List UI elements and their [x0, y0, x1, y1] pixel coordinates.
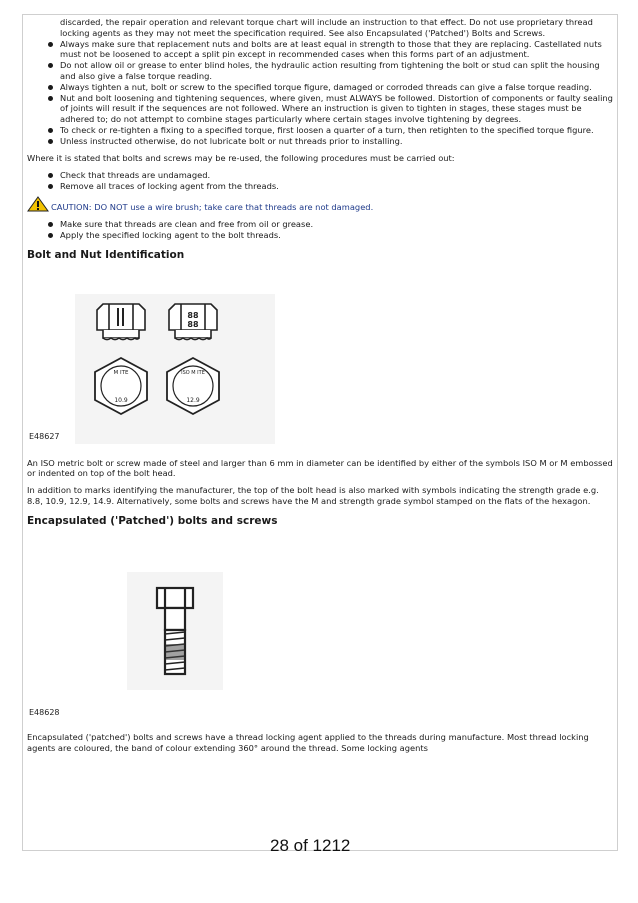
- page-content: [27, 17, 613, 753]
- bullet-list-after: [27, 219, 613, 241]
- document-page: [22, 14, 618, 851]
- figure-encapsulated-bolt: [27, 528, 613, 726]
- list-item: Do not allow oil or grease to enter blind holes, the hydraulic action resulting from tightening the bolt or stud can split the housing and also give a false torque reading.: [27, 60, 613, 82]
- hex-grade-text: 12.9: [186, 396, 200, 404]
- page-number-footer: 28 of 1212: [270, 836, 351, 855]
- list-item: Unless instructed otherwise, do not lubricate bolt or nut threads prior to installing.: [27, 136, 613, 147]
- iso-paragraph: An ISO metric bolt or screw made of steel and larger than 6 mm in diameter can be identified by either of the symbols ISO M or M embossed or indented on top of the bolt head.: [27, 457, 613, 479]
- list-item: To check or re-tighten a fixing to a specified torque, first loosen a quarter of a turn, then retighten to the specified torque figure.: [27, 125, 613, 136]
- list-item: Remove all traces of locking agent from the threads.: [27, 181, 613, 192]
- bolt-mark-text: 88: [187, 310, 199, 320]
- bullet-list-top: [27, 39, 613, 147]
- bolt-mark-text: 88: [187, 319, 199, 329]
- section-heading-bolt-identification: Bolt and Nut Identification: [27, 248, 185, 261]
- hex-mark-text: M ITE: [113, 369, 129, 376]
- list-item: Always tighten a nut, bolt or screw to the specified torque figure, damaged or corroded threads can give a false torque reading.: [27, 82, 613, 93]
- reuse-paragraph: Where it is stated that bolts and screws may be re-used, the following procedures must be carried out:: [27, 152, 455, 163]
- patched-bolt-illustration: [127, 572, 223, 690]
- intro-continuation: discarded, the repair operation and relevant torque chart will include an instruction to that effect. Do not use proprietary thread locking agents as they may not meet the specification required. See also Encapsulated ('Patched') Bolts and Screws.: [60, 17, 593, 38]
- figure-label: E48627: [29, 431, 60, 441]
- list-item: Always make sure that replacement nuts and bolts are at least equal in strength to those that they are replacing. Castellated nuts must not be loosened to accept a split pin except in recommended cases when this forms part of an adjustment.: [27, 39, 613, 61]
- section-heading-encapsulated: Encapsulated ('Patched') bolts and screws: [27, 514, 278, 527]
- bolt-head-markings-illustration: [75, 294, 275, 444]
- hex-grade-text: 10.9: [114, 396, 128, 404]
- list-item: Nut and bolt loosening and tightening sequences, where given, must ALWAYS be followed. Distortion of components or faulty sealing of joints will result if the sequences are not followed. Where an instruction is given to tighten in stages, these stages must be adhered to; do not attempt to combine stages particularly where certain stages involve tightening by degrees.: [27, 93, 613, 125]
- list-item: Check that threads are undamaged.: [27, 170, 613, 181]
- bullet-list-reuse: [27, 170, 613, 192]
- encapsulated-paragraph: Encapsulated ('patched') bolts and screws have a thread locking agent applied to the threads during manufacture. Most thread locking agents are coloured, the band of colour extending 360° around the thread. Some locking agents: [27, 731, 589, 753]
- figure-label: E48628: [29, 707, 60, 717]
- list-item: Apply the specified locking agent to the bolt threads.: [27, 230, 613, 241]
- hex-mark-text: ISO M ITE: [181, 369, 205, 376]
- grade-paragraph: In addition to marks identifying the manufacturer, the top of the bolt head is also marked with symbols indicating the strength grade e.g. 8.8, 10.9, 12.9, 14.9. Alternatively, some bolts and screws have the M and strength grade symbol stamped on the flats of the hexagon.: [27, 485, 599, 506]
- caution-notice: [27, 196, 613, 212]
- caution-text: CAUTION: DO NOT use a wire brush; take care that threads are not damaged.: [51, 201, 374, 212]
- figure-bolt-identification: [27, 262, 613, 452]
- warning-triangle-icon: [27, 196, 49, 212]
- list-item: Make sure that threads are clean and free from oil or grease.: [27, 219, 613, 230]
